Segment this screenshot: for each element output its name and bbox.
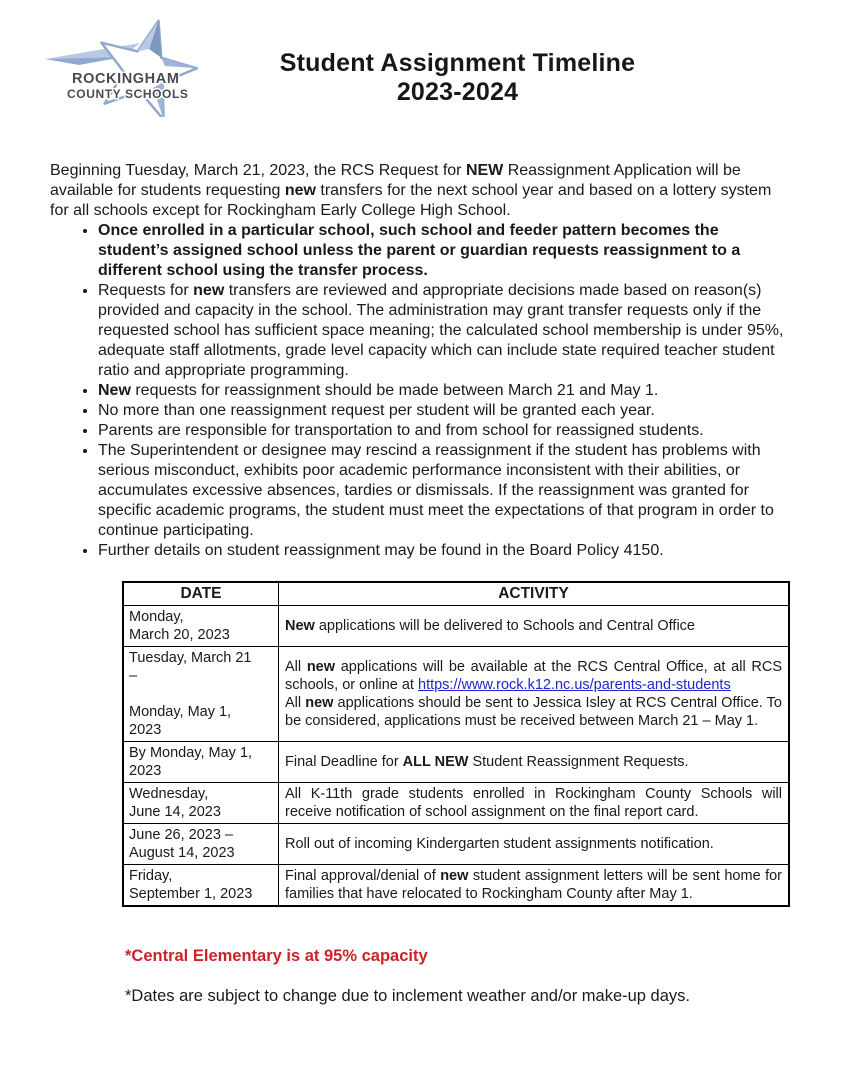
paragraph: All new applications will be available at the RCS Central Office, at all RCS schools, or online at https://www.rock.k12.nc.us/parents-and-students: [285, 659, 782, 693]
timeline-table: [122, 581, 790, 907]
document-header: [0, 0, 843, 117]
table-row: [123, 647, 789, 742]
table-row: [123, 783, 789, 824]
date-cell: Friday, September 1, 2023: [123, 865, 279, 907]
activity-link[interactable]: https://www.rock.k12.nc.us/parents-and-students: [418, 677, 731, 693]
dates-note: *Dates are subject to change due to inclement weather and/or make-up days.: [125, 987, 690, 1005]
date-cell: Wednesday, June 14, 2023: [123, 783, 279, 824]
table-header-date: DATE: [123, 582, 279, 606]
bullet-item: • No more than one reassignment request per student will be granted each year.: [98, 401, 793, 421]
bullet-item: • Parents are responsible for transportation to and from school for reassigned students.: [98, 421, 793, 441]
paragraph: All new applications should be sent to Jessica Isley at RCS Central Office. To be considered, applications must be received between March 21 – May 1.: [285, 695, 782, 729]
date-cell: June 26, 2023 – August 14, 2023: [123, 824, 279, 865]
bullet-item: • New requests for reassignment should be made between March 21 and May 1.: [98, 381, 793, 401]
activity-cell: Roll out of incoming Kindergarten student assignments notification.: [279, 824, 790, 865]
logo-text-line2: COUNTY SCHOOLS: [67, 87, 189, 101]
activity-cell: New applications will be delivered to Schools and Central Office: [279, 606, 790, 647]
capacity-note: *Central Elementary is at 95% capacity: [125, 947, 428, 965]
page-title: [210, 13, 843, 107]
table-row: [123, 606, 789, 647]
bullet-item: • Further details on student reassignment may be found in the Board Policy 4150.: [98, 541, 793, 561]
date-cell: Tuesday, March 21 – Monday, May 1, 2023: [123, 647, 279, 742]
date-cell: By Monday, May 1, 2023: [123, 742, 279, 783]
intro-paragraph: Beginning Tuesday, March 21, 2023, the RCS Request for NEW Reassignment Application will be available for students requesting new transfers for the next school year and based on a lottery system for all schools except for Rockingham Early College High School.: [50, 162, 772, 219]
table-row: [123, 865, 789, 907]
policy-bullet-list: [50, 221, 793, 561]
rcs-star-logo-icon: [45, 13, 210, 117]
activity-cell: Final Deadline for ALL NEW Student Reassignment Requests.: [279, 742, 790, 783]
table-header-row: [123, 582, 789, 606]
district-logo: [45, 13, 210, 117]
activity-cell: All K-11th grade students enrolled in Rockingham County Schools will receive notification of school assignment on the final report card.: [279, 783, 790, 824]
table-header-activity: ACTIVITY: [279, 582, 790, 606]
table-row: [123, 742, 789, 783]
table-row: [123, 824, 789, 865]
bullet-item: • The Superintendent or designee may rescind a reassignment if the student has problems with serious misconduct, exhibits poor academic performance inconsistent with their abilities, or accumulates excessive absences, tardies or dismissals. If the reassignment was granted for specific academic programs, the student must meet the expectations of that program in order to continue participating.: [98, 441, 793, 541]
activity-cell: [279, 647, 790, 742]
bullet-item: • Once enrolled in a particular school, such school and feeder pattern becomes the student’s assigned school unless the parent or guardian requests reassignment to a different school using the transfer process.: [98, 221, 793, 281]
title-line-1: Student Assignment Timeline: [279, 49, 636, 77]
title-line-2: 2023-2024: [396, 78, 519, 106]
bullet-item: • Requests for new transfers are reviewed and appropriate decisions made based on reason(s) provided and capacity in the school. The administration may grant transfer requests only if the requested school has sufficient space meaning; the calculated school membership is under 95%, adequate staff allotments, grade level capacity which can include state required teacher student ratio and appropriate programming.: [98, 281, 793, 381]
logo-text-line1: ROCKINGHAM: [72, 71, 180, 87]
date-cell: Monday, March 20, 2023: [123, 606, 279, 647]
activity-cell: Final approval/denial of new student assignment letters will be sent home for families that have relocated to Rockingham County after May 1.: [279, 865, 790, 907]
